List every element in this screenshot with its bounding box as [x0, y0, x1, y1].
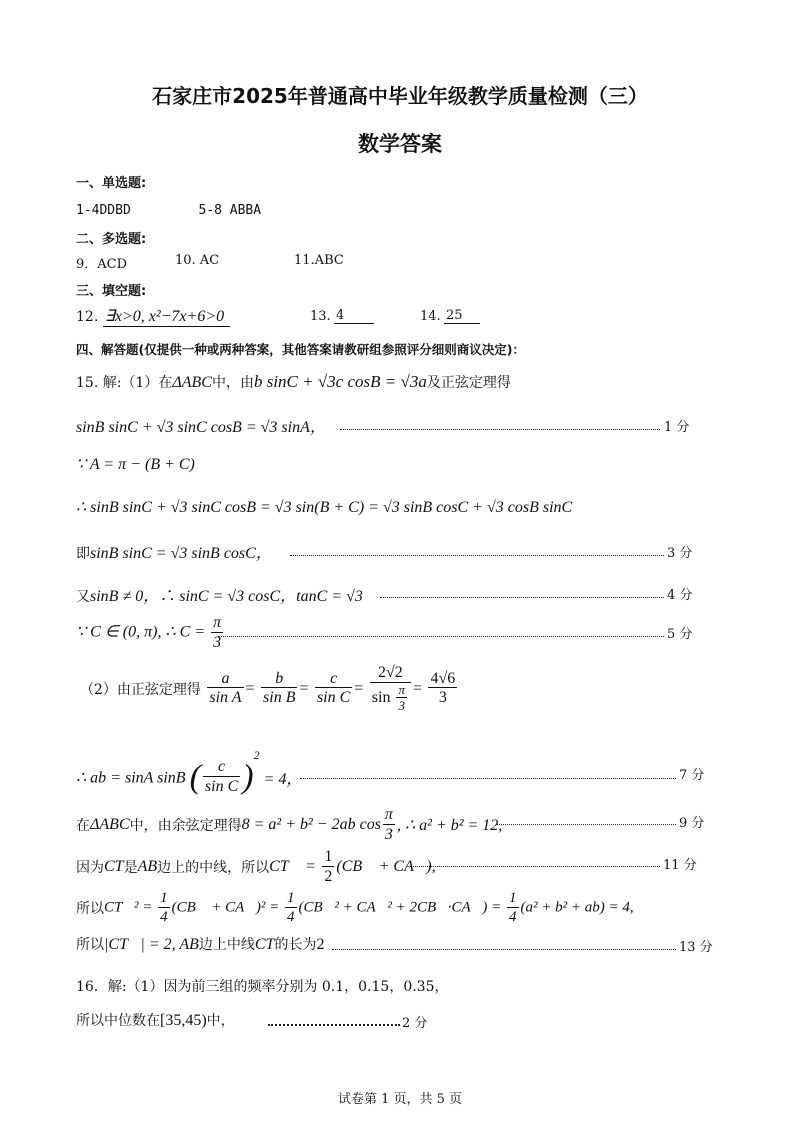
- p15-length-pre: 所以: [76, 900, 104, 917]
- sin-label: sin: [371, 688, 391, 706]
- p15-cosine-pre: 在: [76, 817, 90, 834]
- p15-cosine-result: , ∴ a² + b² = 12,: [396, 816, 503, 834]
- sum-squared: (CB⃗ + CA⃗)² =: [171, 899, 280, 916]
- p15-step2: ∵ A = π − (B + C): [76, 456, 195, 473]
- p15-ab-result: = 4，: [263, 770, 303, 788]
- p15-median-mid2: 边上的中线，所以: [157, 859, 270, 876]
- answer-q9: 9．ACD: [76, 257, 128, 272]
- p15-intro: [76, 372, 511, 392]
- p15-step4-pre: 即: [76, 546, 90, 562]
- frac-den: 3: [213, 633, 222, 651]
- answers-5-8: 5-8 ABBA: [198, 203, 262, 218]
- p15-step6-eq: ∵ C ∈ (0, π), ∴ C =: [76, 623, 206, 641]
- multi-choice-answers: [76, 253, 344, 272]
- p15-conclusion-pre: 所以: [76, 937, 104, 953]
- p15-ab-value: [76, 748, 302, 796]
- frac-num: π: [398, 681, 405, 697]
- answers-1-4: 1-4DDBD: [76, 203, 131, 218]
- given-equation: b sinC + √3c cosB = √3a: [253, 372, 427, 391]
- score-13: 13 分: [679, 940, 713, 955]
- frac-den: sin C: [316, 689, 351, 707]
- frac-den: sin C: [204, 778, 239, 796]
- p15-intro-pre: 15. 解:（1）在: [76, 375, 173, 391]
- p15-step5-eq-b: tanC = √3: [296, 588, 363, 605]
- frac-den: 4: [160, 908, 168, 925]
- fill-blank-answers: [76, 306, 463, 327]
- answer-q13: 4: [334, 308, 374, 324]
- frac-num: a: [207, 670, 243, 689]
- page-title: 石家庄市2025年普通高中毕业年级教学质量检测（三）: [152, 84, 648, 108]
- equals-sign: =: [412, 679, 422, 697]
- score-9: 9 分: [679, 816, 705, 831]
- dot-leader: [268, 1024, 400, 1026]
- frac-num: π: [384, 806, 393, 823]
- median-length-value: 2: [316, 936, 325, 953]
- dot-leader: [300, 778, 676, 779]
- frac-den: 4: [509, 908, 517, 925]
- p15-conclusion: [76, 934, 324, 954]
- answer-q11: 11.ABC: [294, 253, 344, 268]
- fraction-pi-over-3: [211, 614, 223, 652]
- p15-part2-sine-law: [80, 664, 459, 713]
- page-footer: 试卷第 1 页，共 5 页: [337, 1092, 463, 1107]
- frac-den: 2: [324, 867, 333, 885]
- fraction-b-over-sinB: [261, 670, 297, 708]
- p15-length-square: [76, 890, 634, 926]
- p15-step4-eq: sinB sinC = √3 sinB cosC，: [90, 545, 272, 562]
- section-heading-fill-blank: 三、填空题:: [76, 284, 147, 299]
- median-length-eq: |CT⃗| = 2, AB: [104, 936, 199, 953]
- p16-step1: 16．解:（1）因为前三组的频率分别为 0.1，0.15，0.35，: [76, 979, 449, 995]
- p15-ab-eq: ∴ ab = sinA sinB: [76, 769, 186, 787]
- p15-intro-mid: 中，由: [211, 375, 254, 391]
- p15-cosine-law: [76, 806, 502, 844]
- frac-den: 3: [384, 825, 393, 843]
- dot-leader: [218, 636, 664, 637]
- fraction-pi-over-3: [383, 806, 395, 844]
- p16-step2-post: 中，: [206, 1013, 235, 1029]
- answer-q10: 10. AC: [175, 253, 220, 268]
- score-4: 4 分: [667, 588, 693, 603]
- q12-number: 12.: [76, 309, 99, 325]
- frac-num: π: [213, 614, 222, 631]
- p15-intro-post: 及正弦定理得: [426, 375, 511, 391]
- score-2: 2 分: [402, 1016, 428, 1031]
- single-choice-answers: [76, 203, 261, 218]
- page-subtitle: 数学答案: [358, 132, 442, 156]
- p15-median-pre: 因为: [76, 859, 104, 876]
- answer-q14: 25: [444, 308, 480, 324]
- vector-sum: (CB⃗ + CA⃗),: [336, 857, 436, 875]
- p15-median-vector: [76, 848, 436, 886]
- paren-open: (: [189, 758, 201, 796]
- fraction-2root2-over-sin-pi3: [370, 664, 411, 713]
- fraction-c-over-sinC: [203, 758, 240, 796]
- frac-num: 4√6: [430, 669, 456, 687]
- frac-den: sin B: [263, 689, 296, 707]
- score-7: 7 分: [679, 768, 705, 783]
- p16-step2-pre: 所以中位数在: [76, 1013, 160, 1029]
- frac-num: 1: [324, 848, 333, 865]
- exponent: 2: [253, 748, 260, 762]
- frac-den: 3: [398, 697, 405, 713]
- vector-ct: CT⃗ =: [269, 857, 316, 875]
- fraction-pi-over-3: [396, 683, 407, 714]
- side-ab: AB: [137, 857, 158, 875]
- median-interval: [35,45): [160, 1012, 207, 1029]
- score-1: 1 分: [664, 420, 690, 435]
- expanded-sum: (CB⃗² + CA⃗² + 2CB⃗·CA⃗) =: [298, 899, 502, 916]
- equals-sign: =: [245, 679, 255, 697]
- p15-step4: [76, 540, 272, 563]
- fraction-one-quarter: [158, 890, 170, 926]
- score-11: 11 分: [663, 858, 697, 873]
- q13-number: 13.: [310, 309, 331, 324]
- p15-cosine-mid: 中，由余弦定理得: [129, 817, 242, 834]
- frac-den: 3: [438, 689, 447, 707]
- frac-num: c: [203, 758, 240, 777]
- section-heading-solutions: 四、解答题(仅提供一种或两种答案，其他答案请教研组参照评分细则商议决定)：: [76, 342, 525, 357]
- score-5: 5 分: [667, 627, 693, 642]
- p15-step5-eq-a: sinB ≠ 0，∴ sinC = √3 cosC，: [90, 588, 297, 605]
- dot-leader: [290, 555, 664, 556]
- length-square-result: (a² + b² + ab) = 4,: [520, 899, 634, 916]
- p15-step3: ∴ sinB sinC + √3 sinC cosB = √3 sin(B + C) = √3 sinB cosC + √3 cosB sinC: [76, 499, 573, 516]
- p15-step6: [76, 614, 225, 652]
- frac-den: sin A: [209, 689, 242, 707]
- segment-ct: CT: [104, 857, 124, 875]
- section-heading-multi-choice: 二、多选题:: [76, 232, 147, 247]
- frac-num: 1: [160, 890, 168, 906]
- fraction-c-over-sinC: [315, 670, 352, 708]
- p16-step2: [76, 1010, 235, 1030]
- frac-num: 1: [509, 890, 517, 906]
- q14-number: 14.: [420, 309, 441, 324]
- equals-sign: =: [299, 679, 309, 697]
- answer-q12: ∃x>0, x²−7x+6>0: [103, 306, 230, 327]
- p15-conclusion-mid: 边上中线: [198, 937, 255, 953]
- p15-step5-pre: 又: [76, 589, 90, 605]
- frac-num: b: [261, 670, 297, 689]
- p15-conclusion-post: 的长为: [274, 937, 317, 953]
- p15-step5: [76, 583, 363, 606]
- dot-leader: [496, 824, 676, 825]
- frac-num: c: [315, 670, 352, 689]
- paren-close: ): [242, 758, 254, 796]
- dot-leader: [340, 429, 660, 430]
- score-3: 3 分: [667, 546, 693, 561]
- dot-leader: [332, 949, 676, 950]
- frac-num: 2√2: [370, 664, 411, 683]
- fraction-4root6-over-3: [428, 670, 457, 708]
- p15-median-mid: 是: [123, 859, 138, 876]
- triangle-abc: ΔABC: [172, 374, 212, 391]
- p15-part2-label: （2）由正弦定理得: [80, 681, 201, 698]
- frac-den: 4: [287, 908, 295, 925]
- vector-ct-squared: CT⃗² =: [104, 899, 153, 916]
- fraction-a-over-sinA: [207, 670, 243, 708]
- fraction-one-half: [322, 848, 334, 886]
- section-heading-single-choice: 一、单选题:: [76, 176, 147, 191]
- equals-sign: =: [354, 679, 364, 697]
- p15-cosine-eq: 8 = a² + b² − 2ab cos: [241, 815, 381, 833]
- dot-leader: [410, 866, 660, 867]
- frac-num: 1: [287, 890, 295, 906]
- fraction-one-quarter: [507, 890, 519, 926]
- segment-ct: CT: [254, 936, 275, 953]
- fraction-one-quarter: [285, 890, 297, 926]
- dot-leader: [380, 597, 664, 598]
- p15-step1: sinB sinC + √3 sinC cosB = √3 sinA，: [76, 419, 326, 436]
- triangle-abc: ΔABC: [90, 815, 130, 833]
